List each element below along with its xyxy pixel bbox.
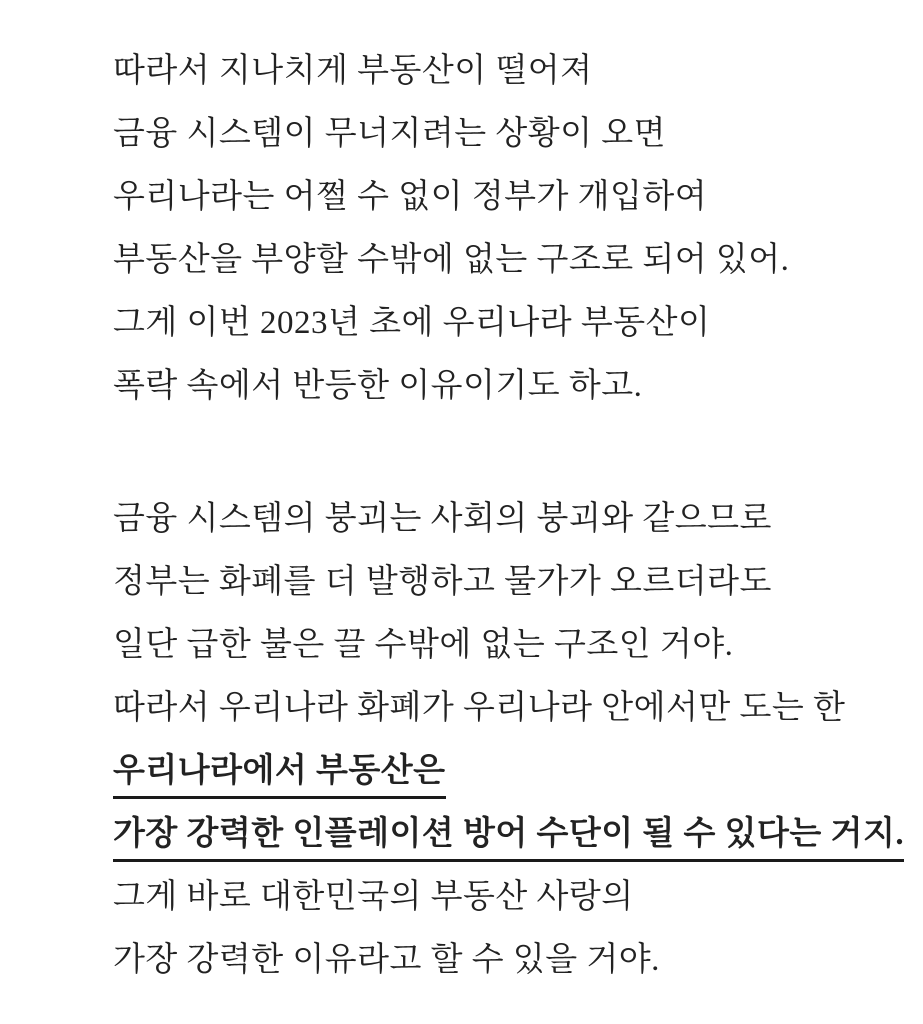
text-line: 폭락 속에서 반등한 이유이기도 하고.: [113, 368, 643, 404]
text-line: 따라서 우리나라 화폐가 우리나라 안에서만 도는 한: [113, 690, 846, 726]
underlined-text: 가장 강력한 인플레이션 방어 수단이 될 수 있다는 거지.: [113, 814, 904, 862]
text-line: 그게 이번 2023년 초에 우리나라 부동산이: [113, 305, 711, 341]
text-line: 금융 시스템의 붕괴는 사회의 붕괴와 같으므로: [113, 501, 772, 537]
underlined-text: 우리나라에서 부동산은: [113, 751, 446, 799]
text-line: 따라서 지나치게 부동산이 떨어져: [113, 53, 593, 89]
text-line: 그게 바로 대한민국의 부동산 사랑의: [113, 879, 634, 915]
text-line: 우리나라는 어쩔 수 없이 정부가 개입하여: [113, 179, 708, 215]
paragraph-1: [113, 40, 903, 418]
text-line-emphasized: [113, 740, 903, 803]
text-line: 부동산을 부양할 수밖에 없는 구조로 되어 있어.: [113, 242, 790, 278]
paragraph-2: [113, 488, 903, 992]
text-line-emphasized: [113, 803, 903, 866]
text-line: 금융 시스템이 무너지려는 상황이 오면: [113, 116, 667, 152]
text-line: 일단 급한 불은 끌 수밖에 없는 구조인 거야.: [113, 627, 734, 663]
text-line: 가장 강력한 이유라고 할 수 있을 거야.: [113, 942, 660, 978]
text-line: 정부는 화폐를 더 발행하고 물가가 오르더라도: [113, 564, 772, 600]
